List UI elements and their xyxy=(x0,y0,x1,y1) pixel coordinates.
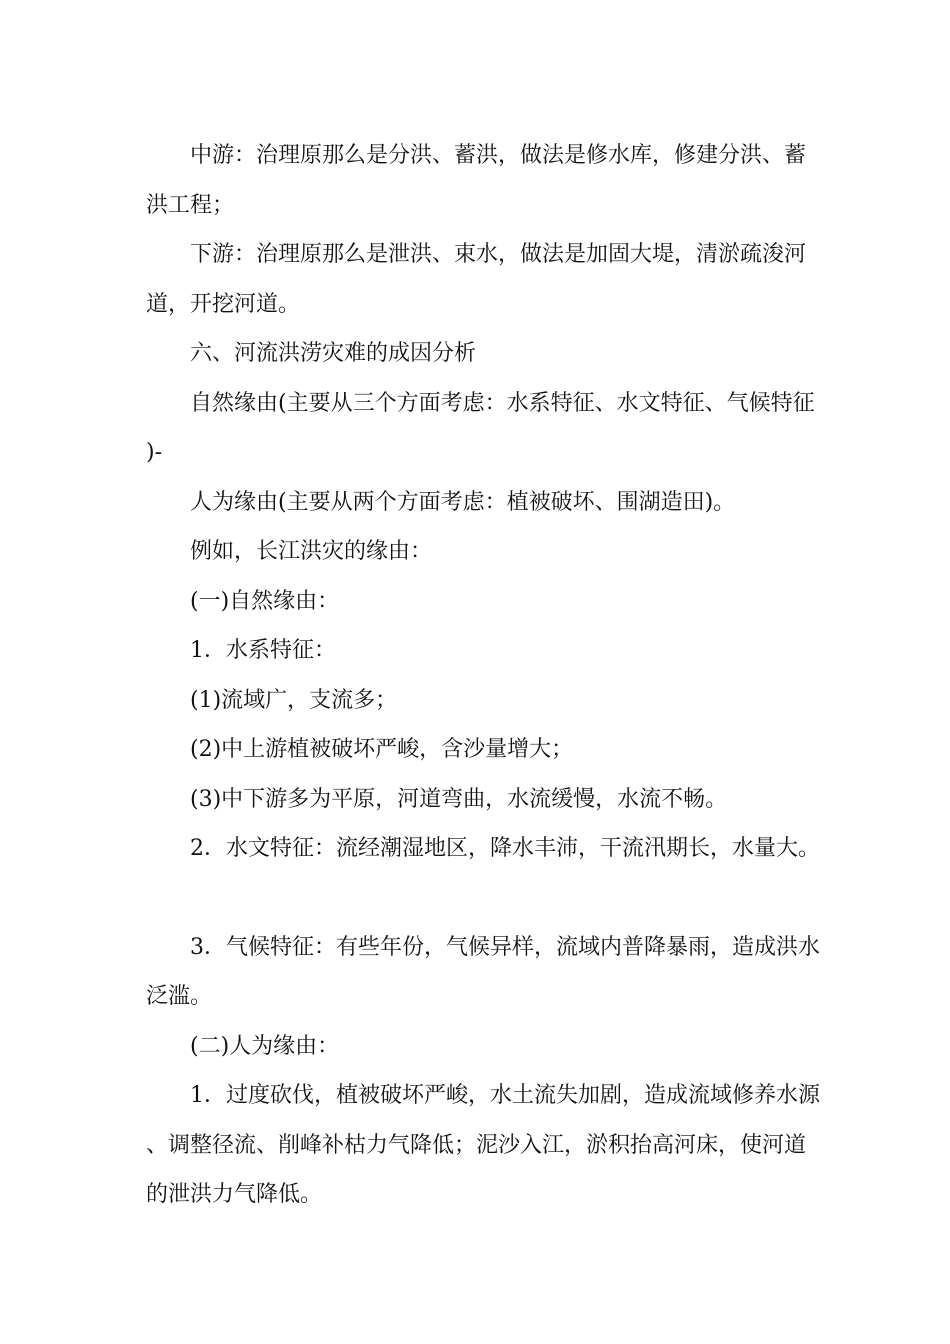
subheading-human: (二)人为缘由： xyxy=(190,1033,340,1059)
paragraph-gap xyxy=(146,874,822,923)
list-item-hydrology: 2．水文特征：流经潮湿地区，降水丰沛，干流汛期长，水量大。 xyxy=(190,836,820,861)
subheading-natural: (一)自然缘由： xyxy=(190,588,340,614)
paragraph-example: 例如，长江洪灾的缘由： xyxy=(190,539,433,564)
section-heading-flood-causes: 六、河流洪涝灾难的成因分析 xyxy=(190,341,477,366)
list-item-climate: 3．气候特征：有些年份，气候异样，流域内普降暴雨，造成洪水泛滥。 xyxy=(146,934,820,1009)
paragraph-human-causes: 人为缘由(主要从两个方面考虑：植被破坏、围湖造田)。 xyxy=(190,489,736,515)
list-item-1: (1)流域广，支流多； xyxy=(190,687,398,713)
paragraph-natural-causes: 自然缘由(主要从三个方面考虑：水系特征、水文特征、气候特征)- xyxy=(146,390,815,465)
document-body xyxy=(146,131,822,1220)
list-item-deforestation: 1．过度砍伐，植被破坏严峻，水土流失加剧，造成流域修养水源、调整径流、削峰补枯力气降低；泥沙入江，淤积抬高河床，使河道的泄洪力气降低。 xyxy=(146,1083,820,1207)
list-item-river-system: 1．水系特征： xyxy=(190,638,336,663)
paragraph-downstream: 下游：治理原那么是泄洪、束水，做法是加固大堤，清淤疏浚河道，开挖河道。 xyxy=(146,242,807,317)
list-item-2: (2)中上游植被破坏严峻，含沙量增大； xyxy=(190,737,574,762)
list-item-3: (3)中下游多为平原，河道弯曲，水流缓慢，水流不畅。 xyxy=(190,786,728,812)
paragraph-midstream: 中游：治理原那么是分洪、蓄洪，做法是修水库，修建分洪、蓄洪工程； xyxy=(146,143,807,218)
